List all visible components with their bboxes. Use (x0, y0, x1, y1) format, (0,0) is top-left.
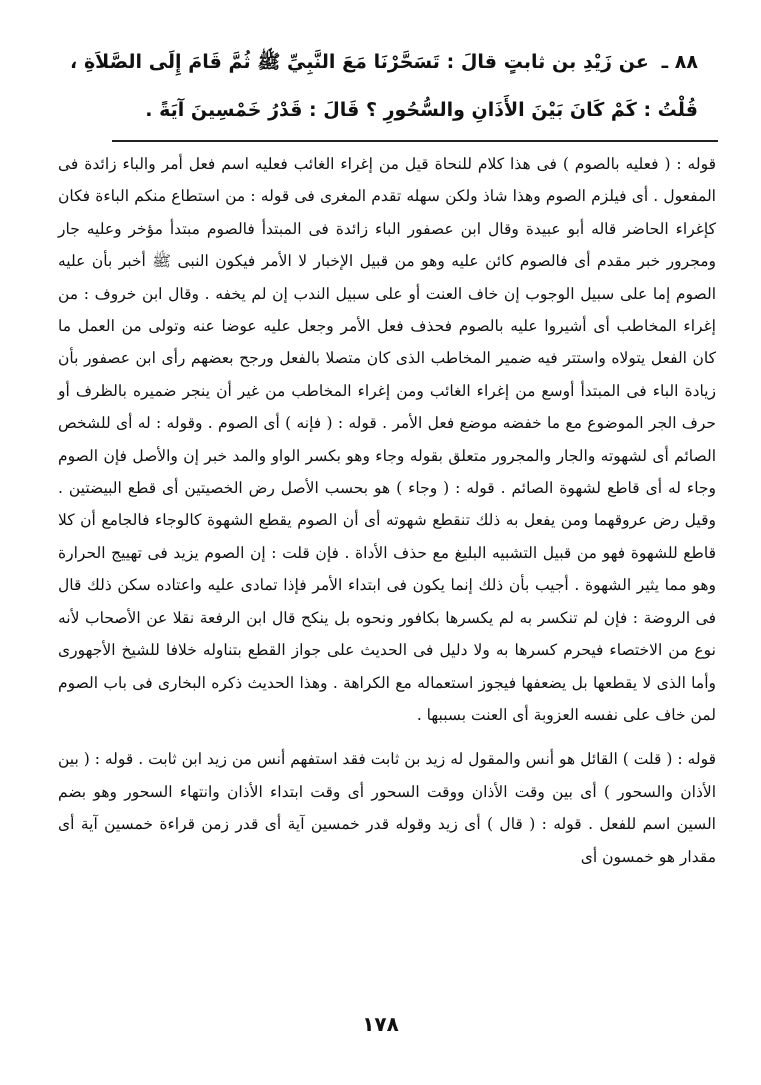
hadith-text-block (70, 38, 698, 134)
page-number: ١٧٨ (362, 1012, 399, 1036)
commentary-paragraph-2: قوله : ( قلت ) القائل هو أنس والمقول له زيد بن ثابت فقد استفهم أنس من زيد ابن ثابت . قوله : ( بين الأذان والسحور ) أى بين وقت الأذان ووقت السحور أى وقت ابتداء الأذان وانتهاء السحور وهو بضم السين اسم للفعل . قوله : ( قال ) أى زيد وقوله قدر خمسين آية أى قدر زمن قراءة خمسين آية أى مقدار هو خمسون أى (58, 750, 716, 866)
commentary-block (58, 148, 716, 873)
separator-rule (112, 140, 718, 142)
hadith-number: ٨٨ ـ (661, 51, 698, 73)
hadith-matn: عن زَيْدِ بن ثابتٍ قالَ : تَسَحَّرْنَا مَعَ النَّبِيِّ ﷺ ثُمَّ قَامَ إِلَى الصَّلاَةِ ، قُلْتُ : كَمْ كَانَ بَيْنَ الأَذَانِ والسُّحُورِ ؟ قَالَ : قَدْرُ خَمْسِينَ آيَةً . (70, 51, 698, 121)
commentary-paragraph-1: قوله : ( فعليه بالصوم ) فى هذا كلام للنحاة قيل من إغراء الغائب فعليه اسم فعل أمر والباء زائدة فى المفعول . أى فيلزم الصوم وهذا شاذ ولكن سهله تقدم المغرى فى قوله : من استطاع منكم الباءة فكان كإغراء الحاضر قاله أبو عبيدة وقال ابن عصفور الباء زائدة فى المبتدأ فالصوم مبتدأ مؤخر وعليه جار ومجرور خبر مقدم أى فالصوم كائن عليه وهو من قبيل الإخبار لا الأمر فيكون النبى ﷺ أخبر بأن عليه الصوم إما على سبيل الوجوب إن خاف العنت أو على سبيل الندب إن لم يخفه . وقال ابن خروف : من إغراء المخاطب أى أشيروا عليه بالصوم فحذف فعل الأمر وجعل عليه عوضا عنه وتولى من العمل ما كان الفعل يتولاه واستتر فيه ضمير المخاطب الذى كان متصلا بالفعل ورجح بعضهم رأى ابن عصفور بأن زيادة الباء فى المبتدأ أوسع من إغراء الغائب ومن إغراء المخاطب من غير أن ينجر ضميره بالظرف أو حرف الجر الموضوع مع ما خفضه موضع فعل الأمر . قوله : ( فإنه ) أى الصوم . وقوله : له أى للشخص الصائم أى لشهوته والجار والمجرور متعلق بقوله وجاء وهو بكسر الواو والمد خبر إن والأصل فإن الصوم وجاء له أى قاطع لشهوة الصائم . قوله : ( وجاء ) هو بحسب الأصل رض الخصيتين أى قطع البيضتين . وقيل رض عروقهما ومن يفعل به ذلك تنقطع شهوته أى أن الصوم يقطع الشهوة كالوجاء فالجامع أن كلا قاطع للشهوة فهو من قبيل التشبيه البليغ مع حذف الأداة . فإن قلت : إن الصوم يزيد فى تهييج الحرارة وهو مما يثير الشهوة . أجيب بأن ذلك إنما يكون فى ابتداء الأمر فإذا تمادى عليه واعتاده سكن ذلك قال فى الروضة : فإن لم تنكسر به لم يكسرها بكافور ونحوه بل ينكح قال ابن الرفعة نقلا عن الأصحاب لأنه نوع من الاختصاء فيحرم كسرها به ولا دليل فى الحديث على جواز القطع بتناوله خلافا للشيخ الأجهورى وأما الذى لا يقطعها بل يضعفها فيجوز استعماله مع الكراهة . وهذا الحديث ذكره البخارى فى باب الصوم لمن خاف على نفسه العزوبة أى العنت بسببها . (58, 155, 716, 724)
